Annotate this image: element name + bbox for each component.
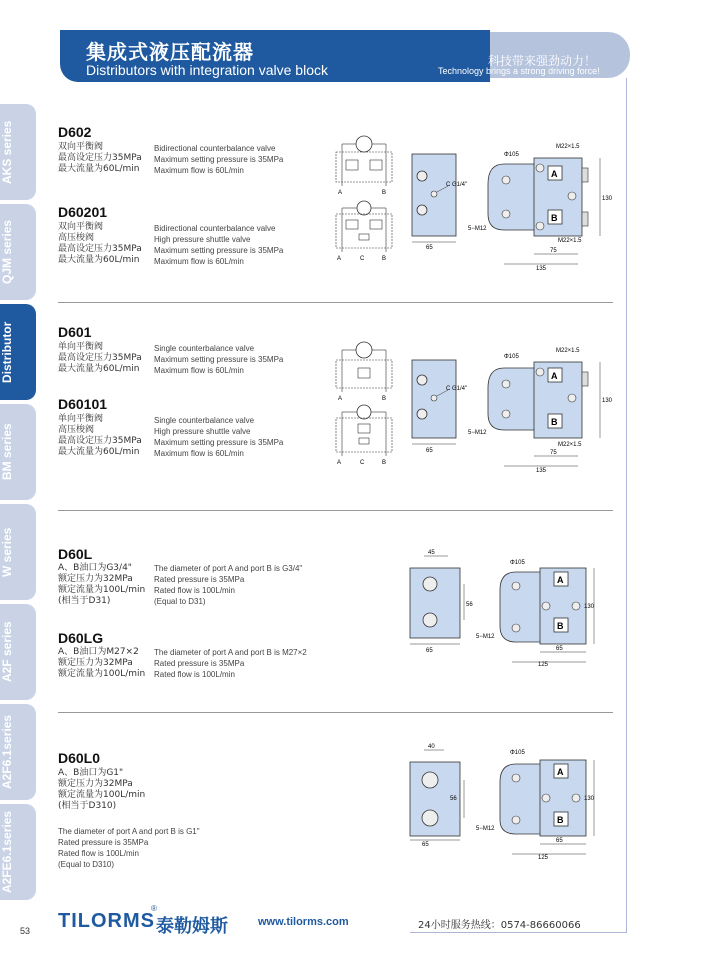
slogan-cn: 科技带来强劲动力！ bbox=[488, 54, 597, 68]
tab-a2f-series[interactable]: A2F series bbox=[0, 604, 36, 700]
svg-text:B: B bbox=[382, 190, 387, 196]
svg-text:56: 56 bbox=[450, 796, 457, 802]
svg-text:B: B bbox=[557, 815, 564, 825]
spec-en-d60201: Bidirectional counterbalance valve High pressure shuttle valve Maximum setting pressure is 35MPa Maximum flow is 60L/min bbox=[154, 224, 284, 266]
svg-text:B: B bbox=[382, 460, 387, 466]
block-front-view-4 bbox=[476, 744, 606, 860]
page-title-cn: 集成式液压配流器 bbox=[86, 40, 254, 64]
svg-text:B: B bbox=[551, 417, 558, 427]
model-d602: D602 bbox=[58, 124, 92, 140]
section-divider bbox=[58, 712, 613, 713]
svg-text:130: 130 bbox=[602, 398, 613, 404]
svg-text:45: 45 bbox=[428, 550, 435, 556]
svg-text:A: A bbox=[338, 190, 343, 196]
svg-text:Φ105: Φ105 bbox=[504, 152, 519, 158]
brand-logo-cn: 泰勒姆斯 bbox=[156, 916, 228, 937]
svg-text:A: A bbox=[337, 460, 342, 466]
model-d60l0: D60L0 bbox=[58, 750, 101, 766]
tab-qjm-series[interactable]: QJM series bbox=[0, 204, 36, 300]
svg-text:65: 65 bbox=[426, 648, 433, 654]
svg-text:A: A bbox=[337, 256, 342, 262]
svg-text:B: B bbox=[557, 621, 564, 631]
model-d60201: D60201 bbox=[58, 204, 108, 220]
svg-text:A: A bbox=[557, 767, 564, 777]
svg-text:130: 130 bbox=[584, 604, 595, 610]
spec-cn-d601: 单向平衡阀 最高设定压力35MPa 最大流量为60L/min bbox=[58, 342, 142, 374]
svg-text:135: 135 bbox=[536, 266, 547, 272]
svg-text:125: 125 bbox=[538, 662, 549, 668]
block-front-view-2 bbox=[468, 342, 618, 474]
svg-text:A: A bbox=[551, 169, 558, 179]
tab-distributor[interactable]: Distributor bbox=[0, 304, 36, 400]
svg-text:A: A bbox=[338, 396, 343, 402]
svg-text:B: B bbox=[551, 213, 558, 223]
page-frame-right bbox=[626, 78, 627, 932]
model-d601: D601 bbox=[58, 324, 92, 340]
svg-text:Φ105: Φ105 bbox=[510, 750, 525, 756]
svg-text:M22×1.5: M22×1.5 bbox=[558, 238, 582, 244]
spec-cn-d602: 双向平衡阀 最高设定压力35MPa 最大流量为60L/min bbox=[58, 142, 142, 174]
svg-text:C G1/4": C G1/4" bbox=[446, 182, 468, 188]
svg-text:65: 65 bbox=[556, 646, 563, 652]
spec-en-d60l: The diameter of port A and port B is G3/4" Rated pressure is 35MPa Rated flow is 100L/min (Equal to D31) bbox=[154, 564, 303, 606]
svg-text:Φ105: Φ105 bbox=[504, 354, 519, 360]
svg-text:B: B bbox=[382, 396, 387, 402]
svg-text:5−M12: 5−M12 bbox=[476, 826, 495, 832]
svg-text:75: 75 bbox=[550, 248, 557, 254]
hydraulic-schematic-d60101 bbox=[332, 404, 396, 466]
svg-text:5−M12: 5−M12 bbox=[468, 430, 487, 436]
svg-text:5−M12: 5−M12 bbox=[476, 634, 495, 640]
tab-a2f61-series[interactable]: A2F6.1series bbox=[0, 704, 36, 800]
spec-cn-d60101: 单向平衡阀 高压梭阀 最高设定压力35MPa 最大流量为60L/min bbox=[58, 414, 142, 457]
tab-bm-series[interactable]: BM series bbox=[0, 404, 36, 500]
page-number: 53 bbox=[20, 926, 31, 936]
spec-en-d602: Bidirectional counterbalance valve Maximum setting pressure is 35MPa Maximum flow is 60L/min bbox=[154, 144, 284, 175]
section-divider bbox=[58, 302, 613, 303]
spec-cn-d60l0: A、B油口为G1" 额定压力为32MPa 额定流量为100L/min (相当于D310) bbox=[58, 768, 146, 811]
model-d60lg: D60LG bbox=[58, 630, 104, 646]
website-link[interactable]: www.tilorms.com bbox=[258, 916, 349, 928]
slogan-en: Technology brings a strong driving force! bbox=[438, 66, 600, 76]
tab-a2fe61-series[interactable]: A2FE6.1series bbox=[0, 804, 36, 900]
svg-text:C G1/4": C G1/4" bbox=[446, 386, 468, 392]
svg-text:135: 135 bbox=[536, 468, 547, 474]
model-d60l: D60L bbox=[58, 546, 93, 562]
svg-text:125: 125 bbox=[538, 855, 549, 860]
svg-text:C: C bbox=[360, 460, 365, 466]
svg-text:65: 65 bbox=[426, 448, 433, 454]
block-front-view-1 bbox=[468, 134, 618, 274]
spec-cn-d60l: A、B油口为G3/4" 额定压力为32MPa 额定流量为100L/min (相当于D31) bbox=[58, 563, 146, 606]
svg-text:40: 40 bbox=[428, 744, 435, 750]
spec-en-d60101: Single counterbalance valve High pressure shuttle valve Maximum setting pressure is 35MPa Maximum flow is 60L/min bbox=[154, 416, 284, 458]
svg-text:65: 65 bbox=[422, 842, 429, 848]
svg-text:A: A bbox=[557, 575, 564, 585]
svg-text:M22×1.5: M22×1.5 bbox=[556, 348, 580, 354]
svg-text:B: B bbox=[382, 256, 387, 262]
svg-text:5−M12: 5−M12 bbox=[468, 226, 487, 232]
svg-text:A: A bbox=[551, 371, 558, 381]
spec-cn-d60lg: A、B油口为M27×2 额定压力为32MPa 额定流量为100L/min bbox=[58, 647, 146, 679]
svg-text:Φ105: Φ105 bbox=[510, 560, 525, 566]
block-side-view-3 bbox=[400, 548, 480, 658]
svg-text:130: 130 bbox=[584, 796, 595, 802]
svg-text:C: C bbox=[360, 256, 365, 262]
svg-text:65: 65 bbox=[426, 245, 433, 250]
spec-en-d60lg: The diameter of port A and port B is M27×2 Rated pressure is 35MPa Rated flow is 100L/min bbox=[154, 648, 307, 679]
svg-text:56: 56 bbox=[466, 602, 473, 608]
hydraulic-schematic-d60201 bbox=[332, 200, 396, 262]
model-d60101: D60101 bbox=[58, 396, 108, 412]
block-side-view-4 bbox=[400, 740, 480, 850]
page-title-en: Distributors with integration valve block bbox=[86, 62, 328, 78]
tab-aks-series[interactable]: AKS series bbox=[0, 104, 36, 200]
page-frame-bottom bbox=[410, 932, 627, 933]
spec-cn-d60201: 双向平衡阀 高压梭阀 最高设定压力35MPa 最大流量为60L/min bbox=[58, 222, 142, 265]
brand-logo: TILORMS bbox=[58, 910, 155, 932]
hydraulic-schematic-d601 bbox=[332, 340, 396, 402]
svg-text:75: 75 bbox=[550, 450, 557, 456]
hydraulic-schematic-d602 bbox=[332, 134, 396, 196]
spec-en-d60l0: The diameter of port A and port B is G1" Rated pressure is 35MPa Rated flow is 100L/min (Equal to D310) bbox=[58, 827, 200, 869]
block-front-view-3 bbox=[476, 556, 606, 668]
svg-text:M22×1.5: M22×1.5 bbox=[556, 144, 580, 150]
svg-text:65: 65 bbox=[556, 838, 563, 844]
tab-w-series[interactable]: W series bbox=[0, 504, 36, 600]
registered-mark: ® bbox=[151, 904, 157, 913]
svg-text:M22×1.5: M22×1.5 bbox=[558, 442, 582, 448]
spec-en-d601: Single counterbalance valve Maximum setting pressure is 35MPa Maximum flow is 60L/min bbox=[154, 344, 284, 375]
section-divider bbox=[58, 510, 613, 511]
svg-text:130: 130 bbox=[602, 196, 613, 202]
service-hotline: 24小时服务热线：0574-86660066 bbox=[418, 920, 581, 931]
